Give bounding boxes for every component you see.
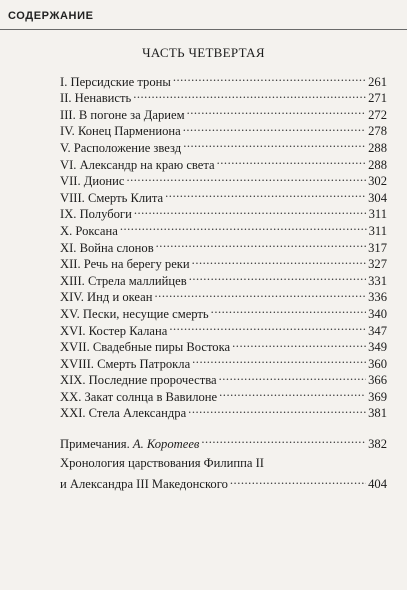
toc-entry-title: VI. Александр на краю света	[60, 157, 215, 172]
toc-entry-page: 261	[368, 74, 387, 89]
leader-dots	[183, 119, 366, 136]
toc-entry-page: 288	[368, 157, 387, 172]
leader-dots	[156, 235, 366, 252]
toc-entry[interactable]	[60, 69, 387, 89]
leader-dots	[232, 335, 366, 352]
header-divider	[0, 29, 407, 30]
chronology-title-line2: и Александра III Македонского	[60, 477, 228, 492]
leader-dots	[169, 318, 366, 335]
leader-dots	[211, 301, 366, 318]
toc-entry-chronology[interactable]	[60, 455, 387, 492]
toc-entry-title: XVI. Костер Калана	[60, 323, 168, 338]
toc-entry-title: VII. Дионис	[60, 174, 125, 189]
toc-entry-page: 382	[368, 436, 387, 451]
toc-entry-page: 336	[368, 290, 387, 305]
toc-entry-page: 360	[368, 356, 387, 371]
toc-entry-notes[interactable]	[60, 431, 387, 451]
leader-dots	[219, 384, 366, 401]
toc-entry-title: XIV. Инд и океан	[60, 290, 153, 305]
toc-entry-page: 381	[368, 406, 387, 421]
toc-entry-page: 302	[368, 174, 387, 189]
leader-dots	[155, 285, 367, 302]
toc-entry-page: 311	[368, 207, 387, 222]
toc-entry-page: 327	[368, 257, 387, 272]
toc-entry-page: 366	[368, 373, 387, 388]
toc-entry-title: XXI. Стела Александра	[60, 406, 187, 421]
leader-dots	[183, 135, 366, 152]
toc-entry-page: 317	[368, 240, 387, 255]
toc-entry-page: 272	[368, 107, 387, 122]
leader-dots	[120, 218, 367, 235]
leader-dots	[219, 368, 366, 385]
toc-entry-title: II. Ненависть	[60, 91, 132, 106]
toc-entry-title: XVIII. Смерть Патрокла	[60, 356, 191, 371]
toc-entry-title: IV. Конец Пармениона	[60, 124, 181, 139]
toc-entry-title: XIX. Последние пророчества	[60, 373, 217, 388]
section-label: СОДЕРЖАНИЕ	[8, 10, 94, 22]
leader-dots	[126, 169, 366, 186]
chronology-title-line1: Хронология царствования Филиппа II	[60, 456, 264, 470]
toc-entry-page: 349	[368, 340, 387, 355]
toc-entry-page: 271	[368, 91, 387, 106]
table-of-contents	[60, 69, 387, 421]
toc-entry-page: 304	[368, 190, 387, 205]
toc-entry-page: 404	[368, 477, 387, 492]
toc-entry-title: XV. Пески, несущие смерть	[60, 306, 209, 321]
leader-dots	[217, 152, 366, 169]
toc-entry-page: 288	[368, 140, 387, 155]
toc-entry-title: III. В погоне за Дарием	[60, 107, 185, 122]
toc-entry-title: I. Персидские троны	[60, 74, 171, 89]
toc-entry-title: XVII. Свадебные пиры Востока	[60, 340, 231, 355]
leader-dots	[134, 202, 367, 219]
leader-dots	[165, 185, 366, 202]
leader-dots	[192, 252, 366, 269]
toc-entry-page: 331	[368, 273, 387, 288]
toc-entry-title: XIII. Стрела маллийцев	[60, 273, 187, 288]
toc-entry-title: IX. Полубоги	[60, 207, 132, 222]
part-title: ЧАСТЬ ЧЕТВЕРТАЯ	[142, 45, 265, 60]
leader-dots	[192, 351, 366, 368]
leader-dots	[230, 472, 366, 489]
leader-dots	[133, 86, 366, 103]
leader-dots	[173, 69, 366, 86]
toc-entry-title: XI. Война слонов	[60, 240, 154, 255]
toc-entry-title: X. Роксана	[60, 223, 118, 238]
leader-dots	[201, 431, 366, 448]
toc-entry-page: 311	[368, 223, 387, 238]
toc-entry-page: 369	[368, 389, 387, 404]
toc-entry-page: 347	[368, 323, 387, 338]
leader-dots	[188, 401, 366, 418]
notes-author: А. Коротеев	[132, 436, 200, 451]
toc-entry-title: XX. Закат солнца в Вавилоне	[60, 389, 218, 404]
leader-dots	[189, 268, 366, 285]
toc-entry-page: 340	[368, 306, 387, 321]
page-header	[0, 0, 407, 30]
toc-entry-page: 278	[368, 124, 387, 139]
toc-entry-title: XII. Речь на берегу реки	[60, 257, 190, 272]
leader-dots	[187, 102, 367, 119]
toc-entry-title: VIII. Смерть Клита	[60, 190, 164, 205]
toc-entry-title: V. Расположение звезд	[60, 140, 182, 155]
toc-entry-title: Примечания. А. Коротеев	[60, 436, 200, 451]
